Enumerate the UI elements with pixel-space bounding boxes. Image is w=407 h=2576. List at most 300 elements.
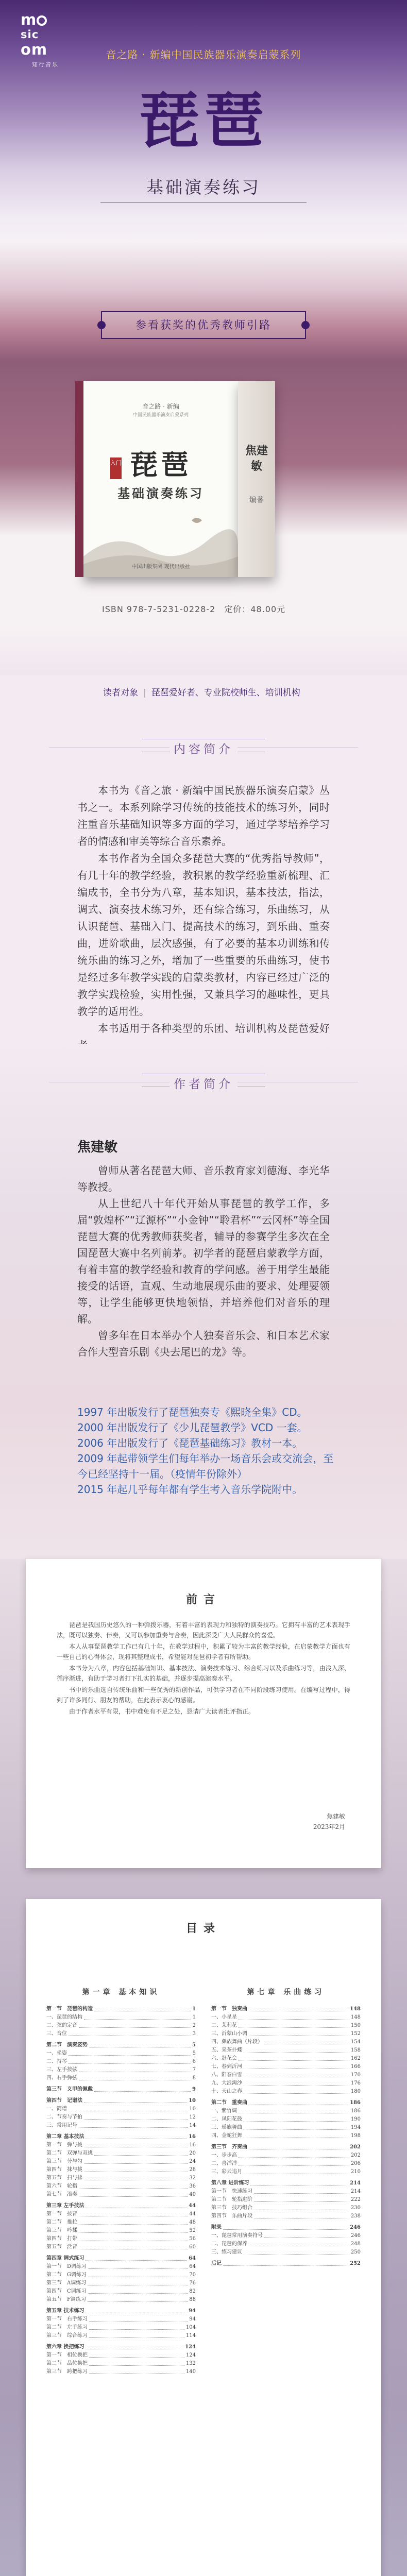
toc-entry-leader [244,2071,349,2077]
toc-entry-leader [84,2141,188,2147]
toc-entry [211,2151,361,2160]
toc-entry [211,2179,361,2188]
toc-entry-leader [84,2174,188,2180]
preface-signature [313,1811,345,1832]
toc-entry [46,2360,196,2368]
author-timeline [0,1404,407,1559]
toc-entry-title: 一、小星星 [211,2014,237,2020]
toc-title: 目录 [185,1922,221,1935]
toc-entry [46,2315,196,2324]
toc-entry-title: 第四章 调式练习 [46,2256,84,2261]
toc-entry-title: 六、赶花会 [211,2056,237,2061]
toc-entry-title: 三、练习建议 [211,2249,242,2255]
toc-entry [46,2218,196,2227]
toc-entry-leader [239,2013,349,2020]
toc-entry-page: 222 [350,2197,361,2202]
toc-entry [46,2191,196,2199]
logo-caption: 知行音乐 [32,61,59,68]
toc-entry-title: 第三节 吟揉 [46,2228,77,2233]
toc-entry-title: 一、琵琶的结构 [46,2014,82,2020]
toc-entry-title: 第四节 C调练习 [46,2289,87,2294]
toc-entry-page: 36 [189,2183,196,2189]
book-seal: 入门 [110,457,122,479]
toc-entry-page: 44 [189,2203,196,2209]
toc-entry [46,2287,196,2296]
toc-entry-page: 250 [350,2249,361,2255]
toc-entry-page: 3 [192,2031,196,2037]
author-section [0,1044,407,1404]
toc-entry [211,2132,361,2140]
toc-entry-title: 第一节 相位换把 [46,2352,88,2358]
toc-entry-leader [254,2196,349,2202]
toc-entry-leader [239,2151,349,2158]
toc-entry-page: 44 [189,2211,196,2217]
toc-entry [46,2133,196,2141]
toc-entry-title: 第三节 跨把练习 [46,2369,88,2375]
toc-entry-title: 第二节 推拉 [46,2219,77,2225]
timeline-item: 2009 年起带领学生们每年举办一场音乐会或交流会，至今已经坚持十一届。（疫情年份除外） [77,1452,334,1480]
toc-entry [211,2224,361,2232]
toc-entry-page: 206 [350,2161,361,2166]
toc-column-left [46,1987,196,2376]
toc-entry [46,2279,196,2287]
toc-entry-leader [84,2113,188,2120]
toc-entry [211,2038,361,2046]
toc-entry [46,2227,196,2235]
toc-entry-title: 第一节 琵琶的构造 [46,2006,93,2012]
toc-entry-page: 1 [192,2014,196,2020]
toc-entry-title: 第五章 技术练习 [46,2308,84,2314]
toc-entry-page: 132 [185,2361,196,2366]
toc-entry-title: 第五节 泛音 [46,2244,77,2250]
toc-entry-leader [88,2263,188,2269]
toc-entry-title: 后记 [211,2261,222,2266]
intro-heading-text: 内容简介 [169,743,238,756]
toc-entry-page: 214 [350,2189,361,2194]
toc-entry-page: 170 [350,2072,361,2078]
toc-entry-title: 第三章 左手技法 [46,2203,84,2209]
toc-entry-leader [79,2243,188,2249]
reader-section [0,675,407,735]
toc-entry-title: 第三节 A调练习 [46,2280,87,2286]
toc-entry-page: 1 [192,2006,196,2012]
author-paragraph: 从上世纪八十年代开始从事琵琶的教学工作，多届“敦煌杯”“辽源杯”“小金钟”“聆君杯”“云冈杯”等全国琵琶大赛的优秀教师获奖者，辅导的参赛学生多次在全国琵琶大赛中名列前茅。初学者的琵琶启蒙教学方面，有着丰富的教学经验和教育的学问感。善于用学生最能接受的话语，直观、生动地展现乐曲的要求、处理要领等，让学生能够更快地领悟，并培养他们对音乐的理解。 [77,1197,330,1325]
toc-entry-leader [79,2227,188,2233]
toc-entry-title: 二、凤阳花鼓 [211,2116,242,2122]
toc-entry-page: 64 [189,2264,196,2269]
toc-entry-leader [84,2166,188,2172]
toc-entry [46,2049,196,2058]
toc-entry [46,2202,196,2210]
toc-entry-page: 76 [189,2280,196,2286]
toc-entry-leader [264,2232,349,2238]
toc-entry-title: 第四节 抹与挑 [46,2167,82,2173]
toc-entry-page: 104 [185,2325,196,2330]
toc-entry-title: 第二节 双弹与双挑 [46,2150,93,2156]
toc-entry-leader [69,2049,191,2056]
toc-entry-title: 三、左手按弦 [46,2067,77,2073]
toc-entry-title: 第四节 乐曲片段 [211,2213,252,2219]
toc-entry-page: 150 [350,2023,361,2028]
toc-entry-leader [94,2086,191,2092]
toc-entry-title: 第一节 快速练习 [211,2189,252,2194]
preface-page [26,1559,381,1868]
toc-entry-page: 16 [189,2134,196,2140]
toc-entry [46,2166,196,2174]
toc-entry-leader [69,2030,191,2036]
toc-entry-title: 二、弦的定音 [46,2023,77,2028]
toc-entry-title: 二、茉莉花 [211,2023,237,2028]
toc-entry [46,2097,196,2105]
toc-entry-leader [223,2260,348,2266]
toc-entry-leader [239,2055,349,2061]
toc-entry-page: 190 [350,2116,361,2122]
toc-entry-page: 166 [350,2064,361,2070]
toc-entry-leader [79,2074,191,2080]
toc-entry-leader [88,2271,188,2277]
toc-entry [46,2141,196,2149]
author-name: 焦建敏 [77,1140,118,1155]
toc-entry [46,2086,196,2094]
toc-entry [46,2296,196,2304]
intro-body [77,782,330,1054]
preface-title: 前言 [185,1593,221,1606]
toc-entry-page: 148 [350,2006,361,2012]
toc-entry-page: 124 [185,2344,196,2350]
toc-entry-leader [94,2005,191,2011]
toc-entry-leader [244,2079,349,2086]
toc-entry-leader [89,2351,184,2358]
toc-entry-page: 5 [192,2050,196,2056]
toc-entry-title: 附录 [211,2225,222,2230]
toc-entry-page: 32 [189,2175,196,2181]
toc-entry-leader [249,2030,349,2036]
toc-entry-page: 2 [192,2023,196,2028]
toc-entry [211,2115,361,2124]
toc-entry [211,2107,361,2115]
toc-entry-title: 三、常用记号 [46,2123,77,2128]
author-heading-text: 作者简介 [169,1078,238,1091]
toc-entry-title: 第二节 轮指进阶 [211,2197,252,2202]
toc-entry-leader [86,2255,187,2261]
toc-entry-title: 三、沂蒙山小调 [211,2031,247,2037]
toc-entry-title: 第二节 品位换把 [46,2361,88,2366]
toc-entry-title: 二、节奏与节拍 [46,2114,82,2120]
toc-entry-page: 148 [350,2014,361,2020]
toc-entry-title: 第一节 按音 [46,2211,77,2217]
toc-entry-leader [250,2179,348,2185]
toc-entry-title: 第三节 义甲的佩戴 [46,2087,93,2092]
toc-entry-leader [244,2115,349,2122]
toc-entry-title: 五、采茶扑蝶 [211,2047,242,2053]
toc-entry-leader [244,2088,349,2094]
toc-entry-title: 四、金蛇狂舞 [211,2133,242,2139]
toc-entry-title: 第三节 综合练习 [46,2333,88,2338]
toc-entry-page: 14 [189,2123,196,2128]
toc-entry-leader [88,2279,188,2285]
toc-entry-page: 252 [350,2261,361,2266]
toc-entry-leader [249,2240,349,2246]
toc-entry-title: 第二章 基本技法 [46,2134,84,2140]
toc-entry-leader [89,2332,184,2338]
toc-entry [211,2099,361,2107]
toc-entry-title: 四、彝族舞曲（片段） [211,2039,263,2045]
toc-entry-leader [79,2022,191,2028]
toc-entry-title: 第二节 左手练习 [46,2325,88,2330]
toc-entry-page: 9 [192,2087,196,2092]
toc-entry-title: 第六节 轮指 [46,2183,77,2189]
toc-entry-page: 124 [185,2352,196,2358]
toc-entry [46,2058,196,2066]
preface-section [0,1559,407,1889]
book-spine-role: 编著 [249,496,264,504]
preface-paragraph: 书中的乐曲选自传统乐曲和一些优秀的新创作品，可供学习者在不同阶段练习使用。在编写过程中，得到了许多同行、朋友的帮助，在此表示衷心的感谢。 [57,1686,350,1704]
toc-entry-title: 三、瑶族舞曲 [211,2125,242,2130]
toc-entry-title: 四、右手弹弦 [46,2075,77,2081]
toc-entry [46,2351,196,2360]
toc-entry-leader [89,2368,184,2374]
reader-separator: | [143,688,146,698]
author-bio [77,1162,330,1360]
toc-entry-leader [254,2188,349,2194]
hero-subtitle: 基础演奏练习 [146,177,261,197]
timeline-item: 2006 年出版发行了《琵琶基础练习》教材一本。 [77,1437,303,1449]
toc-entry [211,2088,361,2096]
toc-entry-leader [249,2005,348,2011]
toc-entry [46,2105,196,2113]
toc-entry [46,2013,196,2022]
toc-entry-leader [249,2099,348,2105]
toc-entry-leader [86,2133,187,2139]
toc-entry [46,2149,196,2158]
toc-entry-title: 第三节 分与勾 [46,2159,82,2164]
toc-entry-page: 70 [189,2272,196,2278]
intro-paragraph: 本书作者为全国众多琵琶大赛的“优秀指导教师”，有几十年的教学经验，教积累的教学经验重新梳理、汇编成书，全书分为八章，基本知识，基本技法，指法，调式、演奏技术练习外，还有综合练习，乐曲练习，从认识琵琶、基础入门、提高技术的练习，到乐曲、重奏曲，进阶歌曲，层次感强，有了必要的基本功训练和传统乐曲的练习之外，增加了一些重要的乐曲练习，使书是经过多年教学实践的启蒙类教材，内容已经过广泛的教学实践检验，实用性强，又兼具学习的趣味性，更具教学的适用性。 [77,852,330,1018]
toc-entry-leader [79,2218,188,2225]
toc-entry-title: 第七节 滚奏 [46,2192,77,2197]
logo-ring-icon [37,15,47,26]
toc-entry-title: 一、步步高 [211,2153,237,2158]
toc-entry-page: 8 [192,2075,196,2081]
toc-entry [46,2332,196,2340]
toc-entry-leader [244,2248,349,2255]
toc-entry-page: 94 [189,2308,196,2314]
toc-entry [211,2071,361,2079]
toc-entry-leader [89,2360,184,2366]
toc-entry-page: 6 [192,2059,196,2064]
intro-heading [0,740,407,757]
toc-entry-title: 一、坐姿 [46,2050,67,2056]
book-cover [83,381,238,577]
toc-entry-leader [264,2038,349,2044]
toc-entry-leader [79,2191,188,2197]
toc-entry-title: 第二节 G调练习 [46,2272,87,2278]
toc-entry-page: 82 [189,2289,196,2294]
toc-entry-page: 152 [350,2031,361,2037]
toc-entry [46,2005,196,2013]
toc-entry-title: 第二节 重奏曲 [211,2100,247,2106]
preface-paragraph: 本书分为八章，内容包括基础知识、基本技法、演奏技术练习、综合练习以及乐曲练习等，由浅入深、循序渐进，有助于学习者打下扎实的基础，并逐步提高演奏水平。 [57,1665,350,1682]
toc-entry-title: 八、阳春白雪 [211,2072,242,2078]
intro-paragraph: 本书适用于各种类型的乐团、培训机构及琵琶爱好 [98,1022,330,1035]
toc-entry-title: 第一节 D调练习 [46,2264,87,2269]
toc-entry-leader [244,2132,349,2138]
toc-section [0,1889,407,2576]
toc-entry-page: 48 [189,2219,196,2225]
toc-entry [211,2143,361,2151]
tagline-text: 参看获奖的优秀教师引路 [135,319,272,331]
toc-entry-page: 64 [189,2256,196,2261]
toc-entry [46,2255,196,2263]
toc-entry-page: 176 [350,2080,361,2086]
tagline-dot-right-icon [301,321,310,329]
toc-entry-page: 10 [189,2098,196,2104]
toc-entry-page: 246 [350,2225,361,2230]
toc-entry-leader [244,2046,349,2053]
intro-section [0,735,407,1044]
toc-entry [211,2022,361,2030]
toc-entry-title: 第一节 弹与挑 [46,2142,82,2148]
toc-column-title: 第七章 乐曲练习 [247,1988,325,1996]
author-heading [0,1075,407,1092]
toc-entry [211,2204,361,2212]
toc-entry-leader [69,2058,191,2064]
toc-entry [211,2055,361,2063]
toc-entry-title: 第三节 齐奏曲 [211,2144,247,2150]
toc-entry-page: 198 [350,2133,361,2139]
toc-entry-title: 第六章 换把练习 [46,2344,84,2350]
toc-entry-title: 三、彩云追月 [211,2169,242,2175]
toc-entry [211,2232,361,2240]
toc-entry-page: 24 [189,2159,196,2164]
toc-entry-leader [249,2143,348,2149]
toc-entry-page: 202 [350,2153,361,2158]
toc-entry-page: 186 [350,2100,361,2106]
book-series-label: 音之路 · 新编 [142,403,179,410]
book-subtitle: 基础演奏练习 [117,486,204,501]
toc-entry-title: 第一节 右手练习 [46,2316,88,2322]
toc-entry-leader [84,2013,191,2020]
book-showcase [0,361,407,675]
toc-entry [211,2212,361,2221]
toc-entry-title: 七、春到沂河 [211,2064,242,2070]
toc-entry-page: 12 [189,2114,196,2120]
toc-entry-leader [84,2097,187,2103]
toc-entry-leader [254,2212,349,2218]
preface-paragraph: 本人从事琵琶教学工作已有几十年，在教学过程中，积累了较为丰富的教学经验，在启蒙教学方面也有一些自己的心得体会，现将其整理成书，希望能对琵琶初学者有所帮助。 [57,1643,350,1660]
hero-underline [100,202,307,203]
toc-entry [46,2030,196,2038]
toc-entry-leader [94,2149,188,2156]
toc-entry [46,2368,196,2376]
toc-entry-page: 114 [185,2333,196,2338]
toc-entry-leader [84,2158,188,2164]
toc-entry-leader [244,2168,349,2174]
book-spine [238,381,275,577]
toc-entry [46,2182,196,2191]
toc-entry-leader [244,2063,349,2069]
toc-entry-page: 20 [189,2150,196,2156]
toc-entry-title: 二、持琴 [46,2059,67,2064]
hero-title: 琵琶 [138,85,268,157]
toc-column-right [211,1987,361,2268]
book-title: 琵琶 [130,448,192,481]
toc-entry-page: 88 [189,2297,196,2302]
toc-entry [211,2188,361,2196]
preface-paragraph: 琵琶是我国历史悠久的一种弹拨乐器，有着丰富的表现力和独特的演奏技巧。它拥有丰富的艺术表现手法，既可以独奏、伴奏，又可以参加重奏与合奏，因此深受广大人民群众的喜爱。 [57,1621,350,1639]
logo-line-2: sic [21,28,39,41]
toc-entry [46,2122,196,2130]
toc-entry-page: 210 [350,2169,361,2175]
preface-sign-date: 2023年2月 [313,1823,345,1831]
toc-entry-leader [79,2182,188,2189]
toc-entry-title: 第五节 F调练习 [46,2297,86,2302]
series-title: 音之路 · 新编中国民族器乐演奏启蒙系列 [106,48,301,61]
toc-entry-leader [79,2122,188,2128]
toc-entry-title: 一、简谱 [46,2106,67,2112]
book-publisher: 中国出版集团 现代出版社 [131,564,190,570]
toc-entry [46,2307,196,2315]
toc-entry-title: 二、喜洋洋 [211,2161,237,2166]
tagline-box [101,311,306,339]
preface-body [57,1620,350,1718]
toc-entry-page: 202 [350,2144,361,2150]
toc-entry-page: 16 [189,2142,196,2148]
toc-entry-page: 10 [189,2106,196,2112]
toc-entry-page: 7 [192,2067,196,2073]
toc-entry-page: 194 [350,2125,361,2130]
toc-entry [211,2260,361,2268]
toc-entry-title: 第三节 技巧组合 [211,2205,252,2211]
toc-entry-title: 一、紫竹调 [211,2108,237,2114]
toc-entry-leader [86,2307,187,2313]
toc-entry-title: 第八章 进阶练习 [211,2180,249,2186]
toc-entry-page: 230 [350,2205,361,2211]
toc-entry-page: 5 [192,2042,196,2048]
toc-entry [46,2066,196,2074]
toc-entry-title: 第一节 独奏曲 [211,2006,247,2012]
toc-entry [46,2210,196,2218]
tagline-dot-left-icon [97,321,106,329]
toc-entry-page: 186 [350,2108,361,2114]
toc-entry-leader [79,2235,188,2241]
toc-page [26,1899,381,2576]
toc-entry-leader [239,2022,349,2028]
toc-entry-leader [239,2107,349,2113]
toc-entry-leader [88,2296,188,2302]
toc-entry [211,2248,361,2257]
toc-entry-page: 214 [350,2180,361,2186]
toc-entry [46,2263,196,2271]
toc-entry-page: 158 [350,2047,361,2053]
toc-entry [211,2046,361,2055]
reader-line [103,685,300,698]
toc-column-title: 第一章 基本知识 [82,1988,160,1996]
logo-text-1: m [21,11,37,28]
toc-entry-title: 九、大浪淘沙 [211,2080,242,2086]
timeline-item: 2000 年出版发行了《少儿琵琶教学》VCD 一套。 [77,1421,308,1434]
toc-entry-leader [244,2124,349,2130]
toc-entry [46,2343,196,2351]
toc-entry-leader [69,2105,188,2111]
toc-entry-leader [88,2287,188,2294]
toc-entry-leader [239,2160,349,2166]
toc-entry-leader [254,2204,349,2210]
isbn-price: ISBN 978-7-5231-0228-2 定价：48.00元 [102,604,286,614]
timeline-item: 1997 年出版发行了琵琶独奏专《熙晓全集》CD。 [77,1406,308,1418]
toc-entry [46,2174,196,2182]
author-paragraph: 曾多年在日本举办个人独奏音乐会、和日本艺术家合作大型音乐剧《央去尾巴的龙》等。 [77,1329,330,1358]
